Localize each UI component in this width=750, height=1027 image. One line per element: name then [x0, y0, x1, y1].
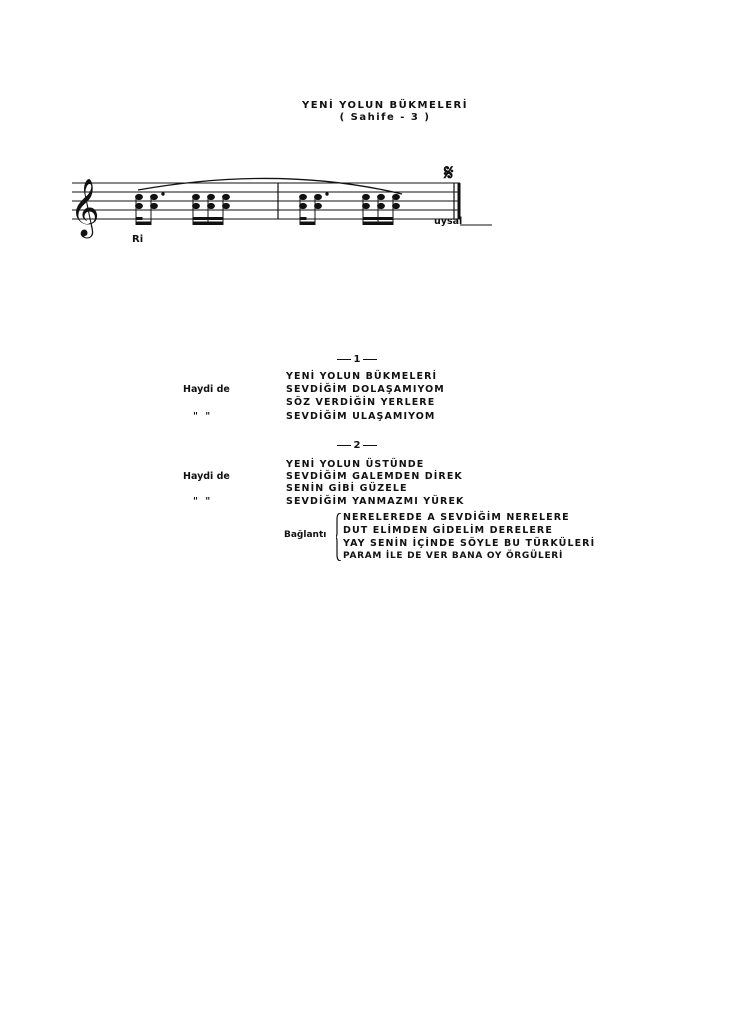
verse-2-line-1: YENİ YOLUN ÜSTÜNDE: [286, 459, 425, 470]
verse-2-line-3: SENİN GİBİ GÜZELE: [286, 483, 408, 494]
verse-1-line-1: YENİ YOLUN BÜKMELERİ: [286, 371, 438, 382]
treble-clef-icon: 𝄞: [70, 178, 100, 236]
lyric-start: Ri: [132, 234, 144, 245]
baglanti-label: Bağlantı: [284, 530, 327, 540]
baglanti-line-2: DUT ELİMDEN GİDELİM DERELERE: [343, 525, 553, 536]
verse-2-prefix-2: Haydi de: [183, 471, 230, 482]
verse-1-prefix-2: Haydi de: [183, 384, 230, 395]
verse-1-line-4: SEVDİĞİM ULAŞAMIYOM: [286, 411, 436, 422]
staff-svg: [60, 150, 510, 260]
page-subtitle: ( Sahife - 3 ): [339, 112, 431, 123]
lyric-end: uysal: [434, 216, 463, 227]
staff-lines: [72, 183, 460, 219]
verse-2-line-4: SEVDİĞİM YANMAZMI YÜREK: [286, 496, 465, 507]
baglanti-line-3: YAY SENİN İÇİNDE SÖYLE BU TÜRKÜLERİ: [343, 538, 596, 549]
verse-1-prefix-4: " ": [193, 411, 213, 422]
verse-1-line-2: SEVDİĞİM DOLAŞAMIYOM: [286, 384, 445, 395]
segno-icon: 𝄋: [444, 161, 454, 186]
verse-2-line-2: SEVDİĞİM GALEMDEN DİREK: [286, 471, 463, 482]
music-score: [60, 150, 510, 260]
verse-2-number: 2: [327, 440, 387, 451]
baglanti-brace: [336, 513, 342, 561]
baglanti-line-4: PARAM İLE DE VER BANA OY ÖRGÜLERİ: [343, 551, 563, 561]
baglanti-line-1: NERELEREDE A SEVDİĞİM NERELERE: [343, 512, 570, 523]
verse-2-prefix-4: " ": [193, 496, 213, 507]
verse-1-line-3: SÖZ VERDİĞİN YERLERE: [286, 397, 436, 408]
measure-1-notes: [136, 193, 230, 225]
verse-1-number: 1: [327, 354, 387, 365]
page-title: YENİ YOLUN BÜKMELERİ: [302, 100, 468, 111]
measure-2-notes: [300, 193, 400, 225]
